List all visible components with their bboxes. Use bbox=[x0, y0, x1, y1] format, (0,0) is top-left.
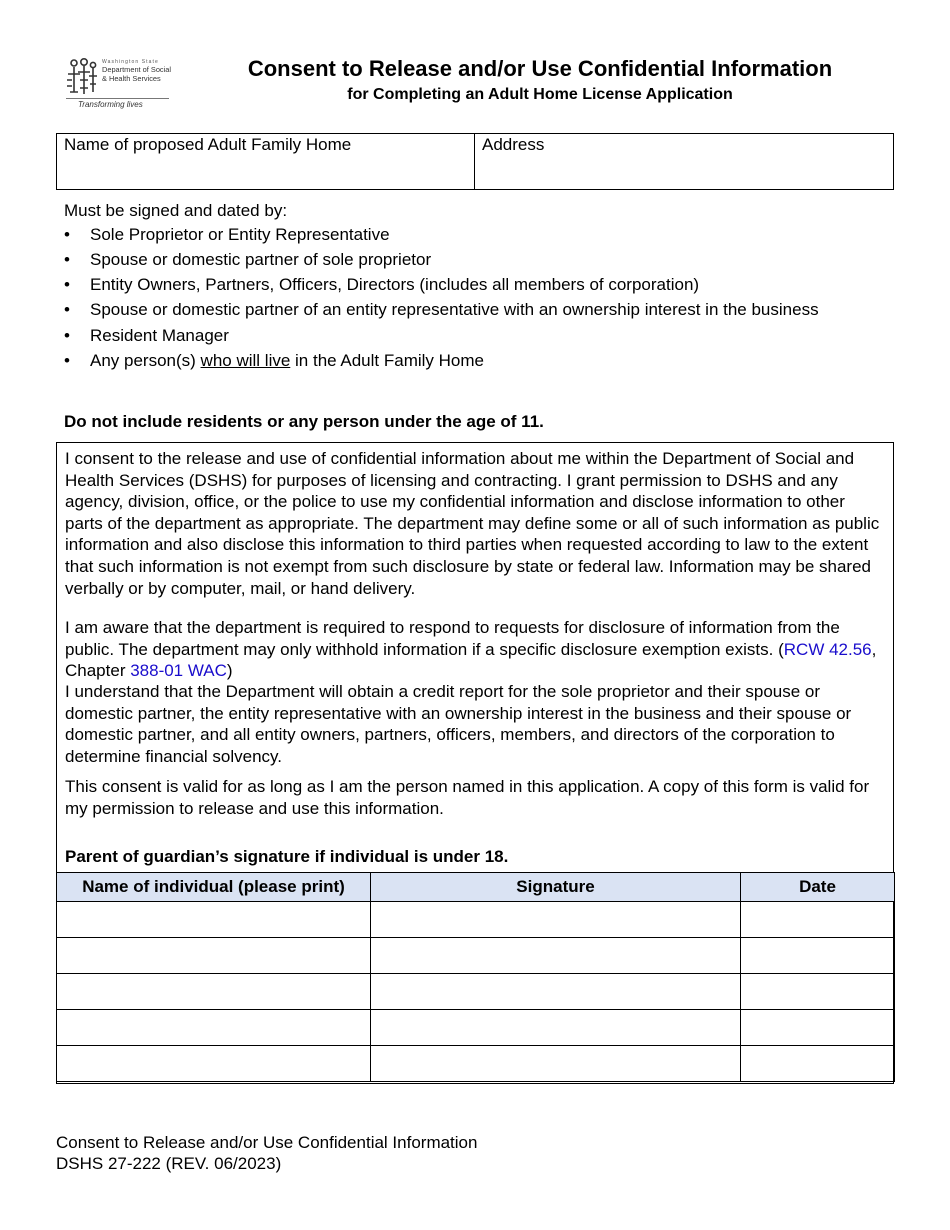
list-item-text: Any person(s) bbox=[90, 351, 201, 370]
signature-cell[interactable] bbox=[371, 1046, 741, 1082]
consent-box bbox=[56, 442, 894, 1084]
logo-divider bbox=[66, 98, 169, 99]
table-row bbox=[57, 974, 895, 1010]
list-item: • Spouse or domestic partner of an entity representative with an ownership interest in the business bbox=[64, 299, 844, 320]
signers-intro: Must be signed and dated by: bbox=[64, 201, 288, 220]
chapter-text: , Chapter bbox=[65, 639, 877, 681]
dshs-figures-icon bbox=[64, 58, 100, 98]
credit-paragraph: I understand that the Department will obtain a credit report for the sole proprietor and their spouse or domestic partner, the entity representative with an ownership interest in the business and their spouse or domestic partner, and all entity owners, partners, officers, members, and directors of the corporation to determine financial solvency. bbox=[65, 682, 852, 766]
footer-form-number: DSHS 27-222 (REV. 06/2023) bbox=[56, 1154, 282, 1173]
date-cell[interactable] bbox=[741, 938, 895, 974]
signature-table bbox=[56, 872, 895, 1082]
list-item: • Spouse or domestic partner of sole proprietor bbox=[64, 249, 844, 270]
date-cell[interactable] bbox=[741, 1046, 895, 1082]
name-cell[interactable] bbox=[57, 902, 371, 938]
dshs-logo bbox=[64, 58, 172, 114]
address-field[interactable] bbox=[475, 134, 893, 189]
guardian-note: Parent of guardian’s signature if individual is under 18. bbox=[65, 847, 509, 866]
name-column-header: Name of individual (please print) bbox=[57, 873, 371, 902]
signature-cell[interactable] bbox=[371, 1010, 741, 1046]
logo-tagline: Transforming lives bbox=[78, 100, 143, 109]
disclosure-paragraph bbox=[65, 617, 887, 682]
form-title: Consent to Release and/or Use Confidential Information bbox=[247, 56, 833, 81]
table-row bbox=[57, 938, 895, 974]
signers-list bbox=[64, 224, 844, 375]
age-warning: Do not include residents or any person under the age of 11. bbox=[64, 412, 544, 431]
wac-link[interactable]: 388-01 WAC bbox=[130, 661, 227, 681]
signature-cell[interactable] bbox=[371, 902, 741, 938]
table-row bbox=[57, 1046, 895, 1082]
home-name-field[interactable] bbox=[57, 134, 475, 189]
form-subtitle: for Completing an Adult Home License Application bbox=[347, 86, 733, 103]
name-cell[interactable] bbox=[57, 1010, 371, 1046]
paren-open: ( bbox=[778, 639, 784, 659]
date-cell[interactable] bbox=[741, 1010, 895, 1046]
table-header-row bbox=[57, 873, 895, 902]
rcw-link[interactable]: RCW 42.56 bbox=[783, 639, 872, 659]
date-column-header: Date bbox=[741, 873, 895, 902]
table-row bbox=[57, 902, 895, 938]
logo-state: Washington State bbox=[102, 59, 159, 65]
name-cell[interactable] bbox=[57, 974, 371, 1010]
list-item: • Resident Manager bbox=[64, 325, 844, 346]
logo-department: Department of Social & Health Services bbox=[102, 65, 172, 83]
list-item: • Sole Proprietor or Entity Representative bbox=[64, 224, 844, 245]
consent-paragraph: I consent to the release and use of confidential information about me within the Department of Social and Health Services (DSHS) for purposes of licensing and contracting. I grant permission to DSHS and any agency, division, office, or the police to use my confidential information and disclose information to other parts of the department as appropriate. The department may define some or all of such information as public information and also disclose this information to third parties when requested according to law to the extent that such information is not exempt from such disclosure by state or federal law. Information may be shared verbally or by computer, mail, or hand delivery. bbox=[65, 449, 880, 598]
paren-close: ) bbox=[226, 661, 233, 681]
list-item: • Entity Owners, Partners, Officers, Directors (includes all members of corporation) bbox=[64, 274, 844, 295]
table-row bbox=[57, 1010, 895, 1046]
name-cell[interactable] bbox=[57, 1046, 371, 1082]
footer-form-title: Consent to Release and/or Use Confidential Information bbox=[56, 1133, 478, 1152]
address-label: Address bbox=[482, 135, 545, 154]
underlined-text: who will live bbox=[200, 351, 291, 370]
list-item bbox=[64, 350, 844, 371]
signature-cell[interactable] bbox=[371, 938, 741, 974]
signature-column-header: Signature bbox=[371, 873, 741, 902]
date-cell[interactable] bbox=[741, 902, 895, 938]
disclosure-text: I am aware that the department is required to respond to requests for disclosure of information from the public. The department may only withhold information if a specific disclosure exemption exists. bbox=[65, 618, 840, 659]
home-info-table bbox=[56, 133, 894, 190]
date-cell[interactable] bbox=[741, 974, 895, 1010]
list-item-text: in the Adult Family Home bbox=[290, 351, 484, 370]
validity-paragraph: This consent is valid for as long as I am the person named in this application. A copy of this form is valid for my permission to release and use this information. bbox=[65, 777, 870, 818]
page-footer bbox=[56, 1132, 477, 1174]
signature-cell[interactable] bbox=[371, 974, 741, 1010]
home-name-label: Name of proposed Adult Family Home bbox=[64, 135, 352, 154]
name-cell[interactable] bbox=[57, 938, 371, 974]
